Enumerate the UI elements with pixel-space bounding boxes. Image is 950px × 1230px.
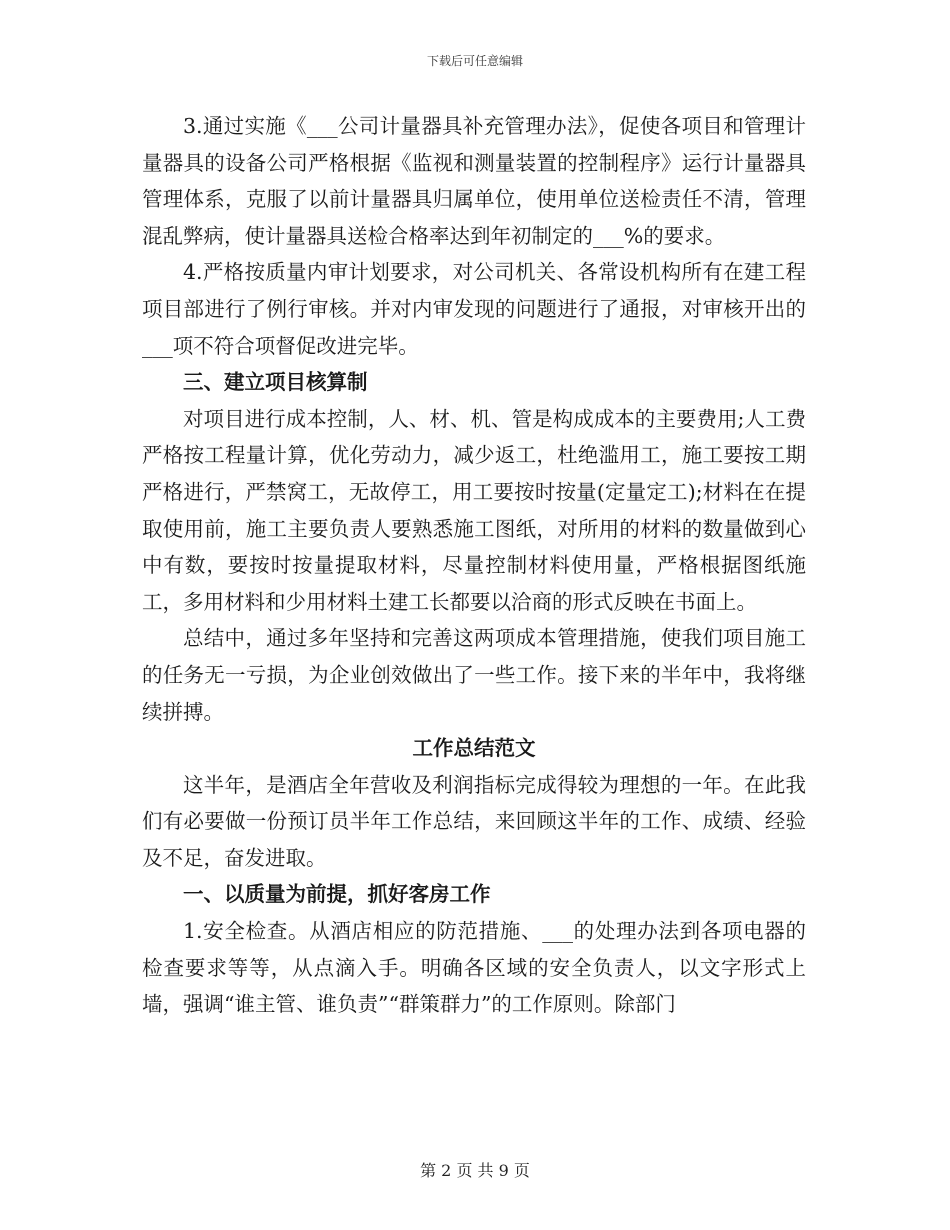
section-heading-project-accounting: 三、建立项目核算制: [183, 370, 368, 395]
paragraph-summary: 总结中，通过多年坚持和完善这两项成本管理措施，使我们项目施工的任务无一亏损，为企业创效做出了一些工作。接下来的半年中，我将继续拼搏。: [142, 626, 806, 724]
document-body: [142, 108, 806, 1023]
paragraph-cost-control: 对项目进行成本控制，人、材、机、管是构成成本的主要费用;人工费严格按工程量计算，优化劳动力，减少返工，杜绝滥用工，施工要按工期严格进行，严禁窝工，无故停工，用工要按时按量(定量定工);材料在在提取使用前，施工主要负责人要熟悉施工图纸，对所用的材料的数量做到心中有数，要按时按量提取材料，尽量控制材料使用量，严格根据图纸施工，多用材料和少用材料土建工长都要以洽商的形式反映在书面上。: [142, 406, 806, 614]
paragraph-safety-check: 1.安全检查。从酒店相应的防范措施、___的处理办法到各项电器的检查要求等等，从点滴入手。明确各区域的安全负责人，以文字形式上墙，强调“谁主管、谁负责”“群策群力”的工作原则。除部门: [142, 919, 806, 1017]
paragraph-item-4: 4.严格按质量内审计划要求，对公司机关、各常设机构所有在建工程项目部进行了例行审核。并对内审发现的问题进行了通报，对审核开出的___项不符合项督促改进完毕。: [142, 260, 806, 358]
header-note: 下载后可任意编辑: [426, 54, 523, 68]
paragraph-item-3: 3.通过实施《___公司计量器具补充管理办法》，促使各项目和管理计量器具的设备公司严格根据《监视和测量装置的控制程序》运行计量器具管理体系，克服了以前计量器具归属单位，使用单位送检责任不清，管理混乱弊病，使计量器具送检合格率达到年初制定的___%的要求。: [142, 114, 806, 248]
paragraph-intro: 这半年，是酒店全年营收及利润指标完成得较为理想的一年。在此我们有必要做一份预订员半年工作总结，来回顾这半年的工作、成绩、经验及不足，奋发进取。: [142, 772, 806, 870]
document-title: 工作总结范文: [412, 736, 536, 761]
section-heading-room-work: 一、以质量为前提，抓好客房工作: [183, 882, 491, 907]
page-number: 第 2 页 共 9 页: [420, 1161, 530, 1180]
